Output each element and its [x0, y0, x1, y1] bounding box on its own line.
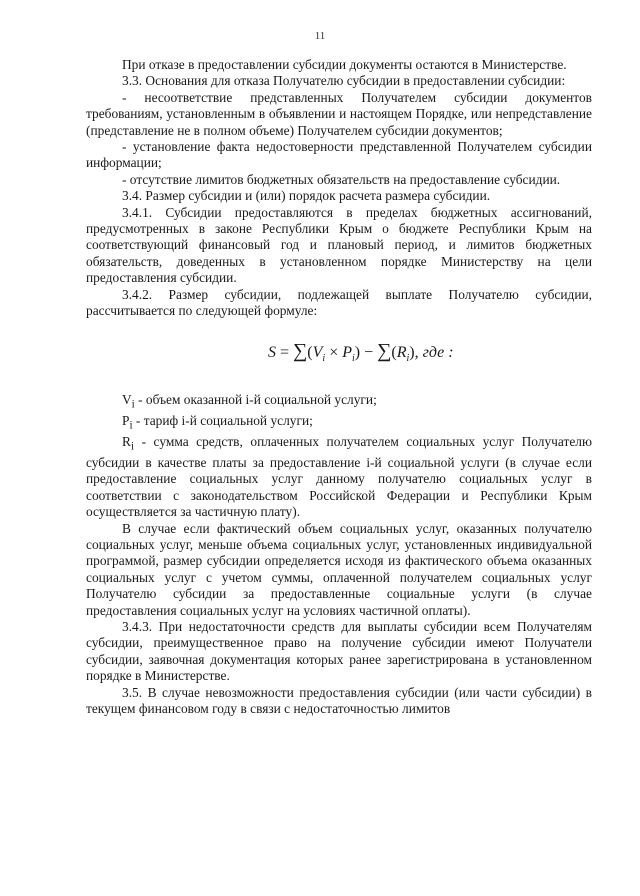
- document-body: [86, 57, 592, 717]
- section-3-4-2: 3.4.2. Размер субсидии, подлежащей выплате Получателю субсидии, рассчитывается по следующей формуле:: [86, 286, 592, 319]
- section-3-4-3: 3.4.3. При недостаточности средств для выплаты субсидии всем Получателям субсидии, преимущественное право на получение субсидии имеют Получатели субсидии, заявочная документация которых ранее зарегистрирована в установленном порядке в Министерстве.: [86, 618, 592, 684]
- paragraph: При отказе в предоставлении субсидии документы остаются в Министерстве.: [122, 57, 567, 72]
- definition-p: $P_i$ - тариф i-й социальной услуги;: [122, 412, 313, 432]
- definition-r: $R_i$ - сумма средств, оплаченных получателем социальных услуг Получателю субсидии в качестве платы за предоставление i-й социальной услуги (в случае если предоставление социальных услуг данному получателю социальных услуг в соответствии с законодательством Российской Федерации и Республики Крым осуществляется за частичную плату).: [86, 433, 592, 520]
- paragraph: В случае если фактический объем социальных услуг, оказанных получателю социальных услуг, меньше объема социальных услуг, установленных индивидуальной программой, размер субсидии определяется исходя из фактического объема оказанных социальных услуг с учетом суммы, оплаченной получателем социальных услуг Получателю субсидии за предоставленные социальные услуги (в случае предоставления социальных услуг на условиях частичной оплаты).: [86, 520, 592, 618]
- section-3-3-heading: 3.3. Основания для отказа Получателю субсидии в предоставлении субсидии:: [122, 73, 566, 89]
- page-number: 11: [314, 30, 326, 42]
- subsidy-formula: $S = \sum(V_i \times P_i) - \sum(R_i)$, где :: [268, 339, 454, 364]
- section-3-4-heading: 3.4. Размер субсидии и (или) порядок расчета размера субсидии.: [122, 188, 491, 204]
- list-item: - установление факта недостоверности представленной Получателем субсидии информации;: [86, 139, 592, 171]
- definition-v: $V_i$ - объем оказанной i-й социальной услуги;: [122, 391, 377, 411]
- formula-definitions: [86, 392, 592, 521]
- list-item: - несоответствие представленных Получателем субсидии документов требованиям, установленным в объявлении и настоящем Порядке, или непредставление (представление не в полном объеме) Получателем субсидии документов;: [86, 89, 592, 138]
- list-item: - отсутствие лимитов бюджетных обязательств на предоставление субсидии.: [122, 171, 561, 187]
- section-3-5: 3.5. В случае невозможности предоставления субсидии (или части субсидии) в текущем финансовом году в связи с недостаточностью лимитов: [86, 684, 592, 717]
- section-3-4-1: 3.4.1. Субсидии предоставляются в пределах бюджетных ассигнований, предусмотренных в законе Республики Крым о бюджете Республики Крым на соответствующий финансовый год и плановый период, и лимитов бюджетных обязательств, доведенных в установленном порядке Министерству на цели предоставления субсидии.: [86, 204, 592, 286]
